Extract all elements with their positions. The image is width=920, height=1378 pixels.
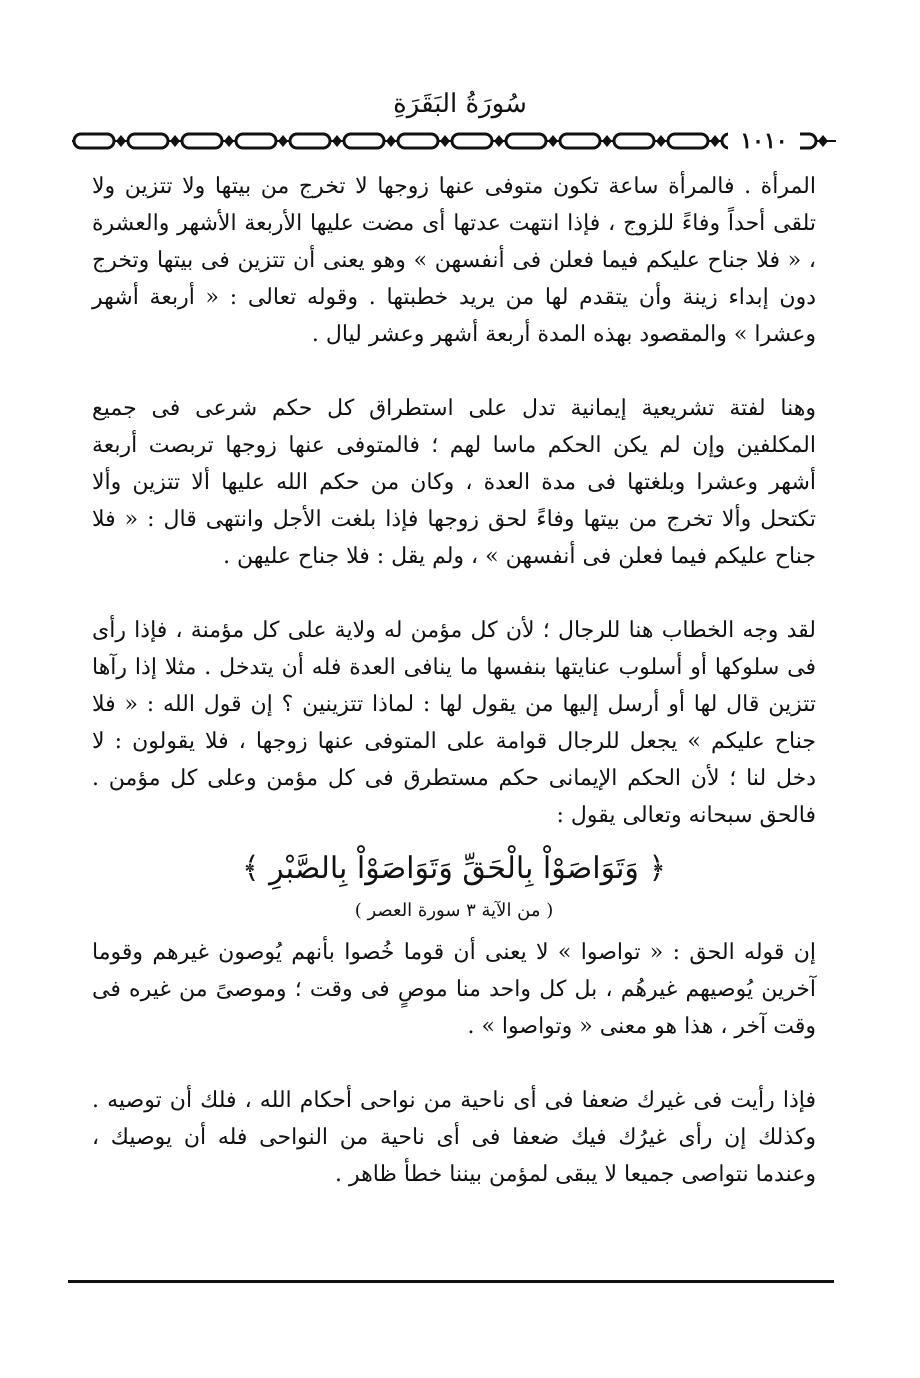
ornament-chain-icon — [72, 128, 836, 154]
page-body — [92, 168, 816, 1193]
decorative-border — [72, 128, 836, 154]
paragraph-5: فإذا رأيت فى غيرك ضعفا فى أى ناحية من نواحى أحكام الله ، فلك أن توصيه . وكذلك إن رأى غيرُك فيك ضعفا فى أى ناحية من النواحى فله أن يوصيك ، وعندما نتواصى جميعا لا يبقى لمؤمن بيننا خطأ ظاهر . — [92, 1088, 816, 1187]
page-number: ١٠١٠ — [728, 128, 800, 154]
paragraph-4: إن قوله الحق : « تواصوا » لا يعنى أن قوما خُصوا بأنهم يُوصون غيرهم وقوما آخرين يُوصيهم غيرهُم ، بل كل واحد منا موصٍ فى وقت ؛ وموصىً من غيره فى وقت آخر ، هذا هو معنى « وتواصوا » . — [92, 940, 816, 1039]
paragraph-1: المرأة . فالمرأة ساعة تكون متوفى عنها زوجها لا تخرج من بيتها ولا تتزين ولا تلقى أحداً وفاءً للزوج ، فإذا انتهت عدتها أى مضت عليها الأربعة الأشهر والعشرة ، « فلا جناح عليكم فيما فعلن فى أنفسهن » وهو يعنى أن تتزين فى بيتها وتخرج دون إبداء زينة وأن يتقدم لها من يريد خطبتها . وقوله تعالى : « أربعة أشهر وعشرا » والمقصود بهذه المدة أربعة أشهر وعشر ليال . — [92, 174, 816, 347]
quran-verse: ﴿ وَتَوَاصَوْاْ بِالْحَقِّ وَتَوَاصَوْاْ بِالصَّبْرِ ﴾ — [241, 851, 667, 886]
footer-divider — [68, 1280, 834, 1283]
paragraph-3: لقد وجه الخطاب هنا للرجال ؛ لأن كل مؤمن له ولاية على كل مؤمنة ، فإذا رأى فى سلوكها أو أسلوب عنايتها بنفسها ما ينافى العدة فله أن يتدخل . مثلا إذا رآها تتزين قال لها أو أرسل إليها من يقول لها : لماذا تتزينين ؟ إن قول الله : « فلا جناح عليكم » يجعل للرجال قوامة على المتوفى عنها زوجها ، فلا يقولون : لا دخل لنا ؛ لأن الحكم الإيمانى حكم مستطرق فى كل مؤمن وعلى كل مؤمن . فالحق سبحانه وتعالى يقول : — [92, 618, 816, 828]
surah-title: سُورَةُ البَقَرَةِ — [393, 89, 527, 119]
paragraph-2: وهنا لفتة تشريعية إيمانية تدل على استطراق كل حكم شرعى فى جميع المكلفين وإن لم يكن الحكم ماسا لهم ؛ فالمتوفى عنها زوجها تربصت أربعة أشهر وعشرا وبلغتها فى مدة العدة ، وكان من حكم الله عليها ألا تتزين وألا تكتحل وألا تخرج من بيتها وفاءً لحق زوجها فإذا بلغت الأجل وانتهى قال : « فلا جناح عليكم فيما فعلن فى أنفسهن » ، ولم يقل : فلا جناح عليهن . — [92, 396, 816, 569]
verse-reference: ( من الآية ٣ سورة العصر ) — [354, 900, 554, 921]
